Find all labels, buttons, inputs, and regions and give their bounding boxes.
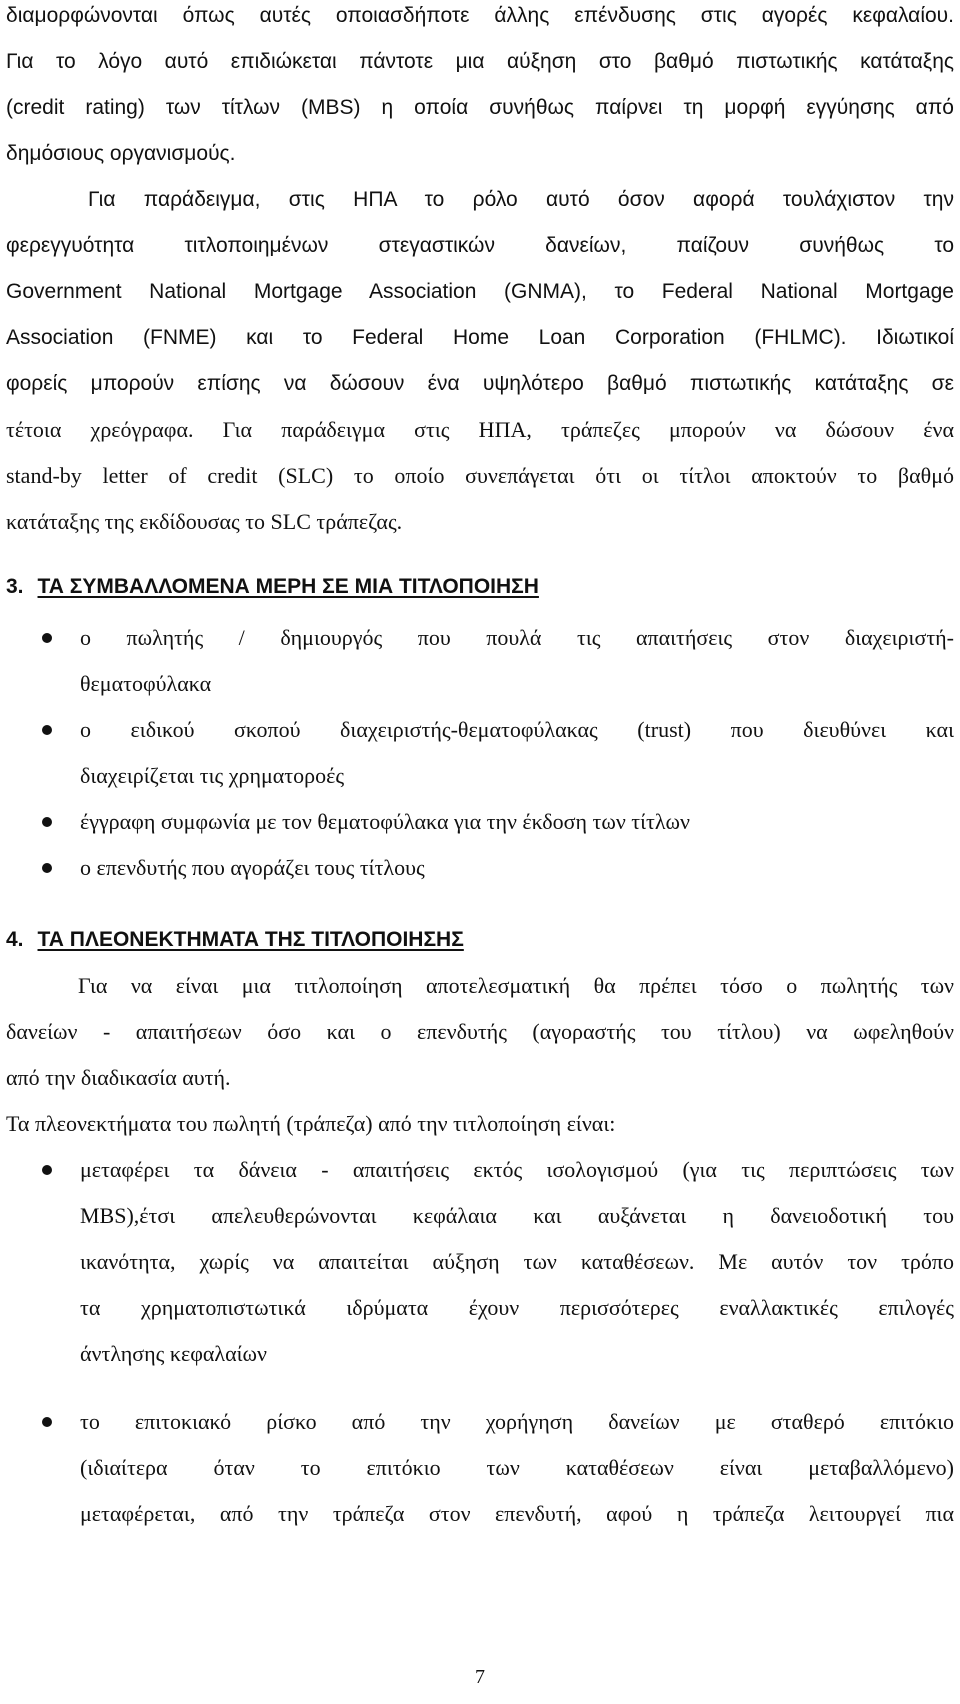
paragraph-line: Government National Mortgage Association (GNMA), το Federal National Mortgage	[6, 280, 954, 303]
paragraph-line: Για να είναι μια τιτλοποίηση αποτελεσματική θα πρέπει τόσο ο πωλητής των	[78, 973, 954, 998]
paragraph-line: δανείων - απαιτήσεων όσο και ο επενδυτής (αγοραστής του τίτλου) να ωφεληθούν	[6, 1019, 954, 1044]
paragraph-line	[6, 232, 954, 260]
list-item-line: μεταφέρεται, από την τράπεζα στον επενδυτή, αφού η τράπεζα λειτουργεί πια	[80, 1501, 954, 1526]
paragraph-line: κατάταξης της εκδίδουσας το SLC τράπεζας.	[6, 509, 403, 534]
list-item-line: ικανότητα, χωρίς να απαιτείται αύξηση των καταθέσεων. Με αυτόν τον τρόπο	[80, 1249, 954, 1274]
list-item-line: ο επενδυτής που αγοράζει τους τίτλους	[80, 855, 425, 880]
list-item-line: τα χρηματοπιστωτικά ιδρύματα έχουν περισσότερες εναλλακτικές επιλογές	[80, 1295, 954, 1320]
list-item-line: MBS),έτσι απελευθερώνονται κεφάλαια και αυξάνεται η δανειοδοτική του	[80, 1203, 954, 1228]
section-heading	[6, 926, 954, 954]
list-item-line: θεματοφύλακα	[80, 671, 212, 696]
paragraph-line: Για το λόγο αυτό επιδιώκεται πάντοτε μια αύξηση στο βαθμό πιστωτικής κατάταξης	[6, 50, 954, 73]
section-number: 4.	[6, 928, 24, 951]
bullet-icon	[40, 1415, 54, 1429]
paragraph-line: από την διαδικασία αυτή.	[6, 1065, 231, 1090]
list-item-line: ο ειδικού σκοπού διαχειριστής-θεματοφύλακας (trust) που διευθύνει και	[80, 717, 954, 742]
bullet-icon	[40, 861, 54, 875]
section-title: ΤΑ ΣΥΜΒΑΛΛΟΜΕΝΑ ΜΕΡΗ ΣΕ ΜΙΑ ΤΙΤΛΟΠΟΙΗΣΗ	[37, 575, 539, 598]
bullet-icon	[40, 815, 54, 829]
section-title: ΤΑ ΠΛΕΟΝΕΚΤΗΜΑΤΑ ΤΗΣ ΤΙΤΛΟΠΟΙΗΣΗΣ	[37, 928, 464, 951]
list-item-line: μεταφέρει τα δάνεια - απαιτήσεις εκτός ισολογισμού (για τις περιπτώσεις των	[80, 1157, 954, 1182]
list-item-line: άντλησης κεφαλαίων	[80, 1341, 267, 1366]
paragraph-line: (credit rating) των τίτλων (MBS) η οποία συνήθως παίρνει τη μορφή εγγύησης από	[6, 96, 954, 119]
section-heading	[6, 573, 954, 601]
list-item-line: το επιτοκιακό ρίσκο από την χορήγηση δανείων με σταθερό επιτόκιο	[80, 1409, 954, 1434]
paragraph-line-text: φερεγγυότητα τιτλοποιημένων στεγαστικών δανείων, παίζουν συνήθως το	[6, 234, 954, 257]
paragraph-line: Τα πλεονεκτήματα του πωλητή (τράπεζα) από την τιτλοποίηση είναι:	[6, 1111, 616, 1136]
list-item-line: ο πωλητής / δημιουργός που πουλά τις απαιτήσεις στον διαχειριστή-	[80, 625, 954, 650]
list-item-line: έγγραφη συμφωνία με τον θεματοφύλακα για την έκδοση των τίτλων	[80, 809, 690, 834]
page-number: 7	[475, 1666, 485, 1688]
paragraph-line: stand-by letter of credit (SLC) το οποίο συνεπάγεται ότι οι τίτλοι αποκτούν το βαθμό	[6, 463, 954, 488]
paragraph-line: Association (FNME) και το Federal Home Loan Corporation (FHLMC). Ιδιωτικοί	[6, 326, 954, 349]
section-number: 3.	[6, 575, 24, 598]
paragraph-line: τέτοια χρεόγραφα. Για παράδειγμα στις ΗΠΑ, τράπεζες μπορούν να δώσουν ένα	[6, 417, 954, 442]
bullet-icon	[40, 723, 54, 737]
paragraph-line: φορείς μπορούν επίσης να δώσουν ένα υψηλότερο βαθμό πιστωτικής κατάταξης σε	[6, 372, 954, 395]
paragraph-line: Για παράδειγμα, στις ΗΠΑ το ρόλο αυτό όσον αφορά τουλάχιστον την	[88, 188, 954, 211]
list-item-line: (ιδιαίτερα όταν το επιτόκιο των καταθέσεων είναι μεταβαλλόμενο)	[80, 1455, 954, 1480]
paragraph-line: δημόσιους οργανισμούς.	[6, 142, 236, 165]
paragraph-line: διαμορφώνονται όπως αυτές οποιασδήποτε άλλης επένδυσης στις αγορές κεφαλαίου.	[6, 4, 954, 27]
bullet-icon	[40, 1163, 54, 1177]
list-item-line: διαχειρίζεται τις χρηματοροές	[80, 763, 345, 788]
bullet-icon	[40, 631, 54, 645]
